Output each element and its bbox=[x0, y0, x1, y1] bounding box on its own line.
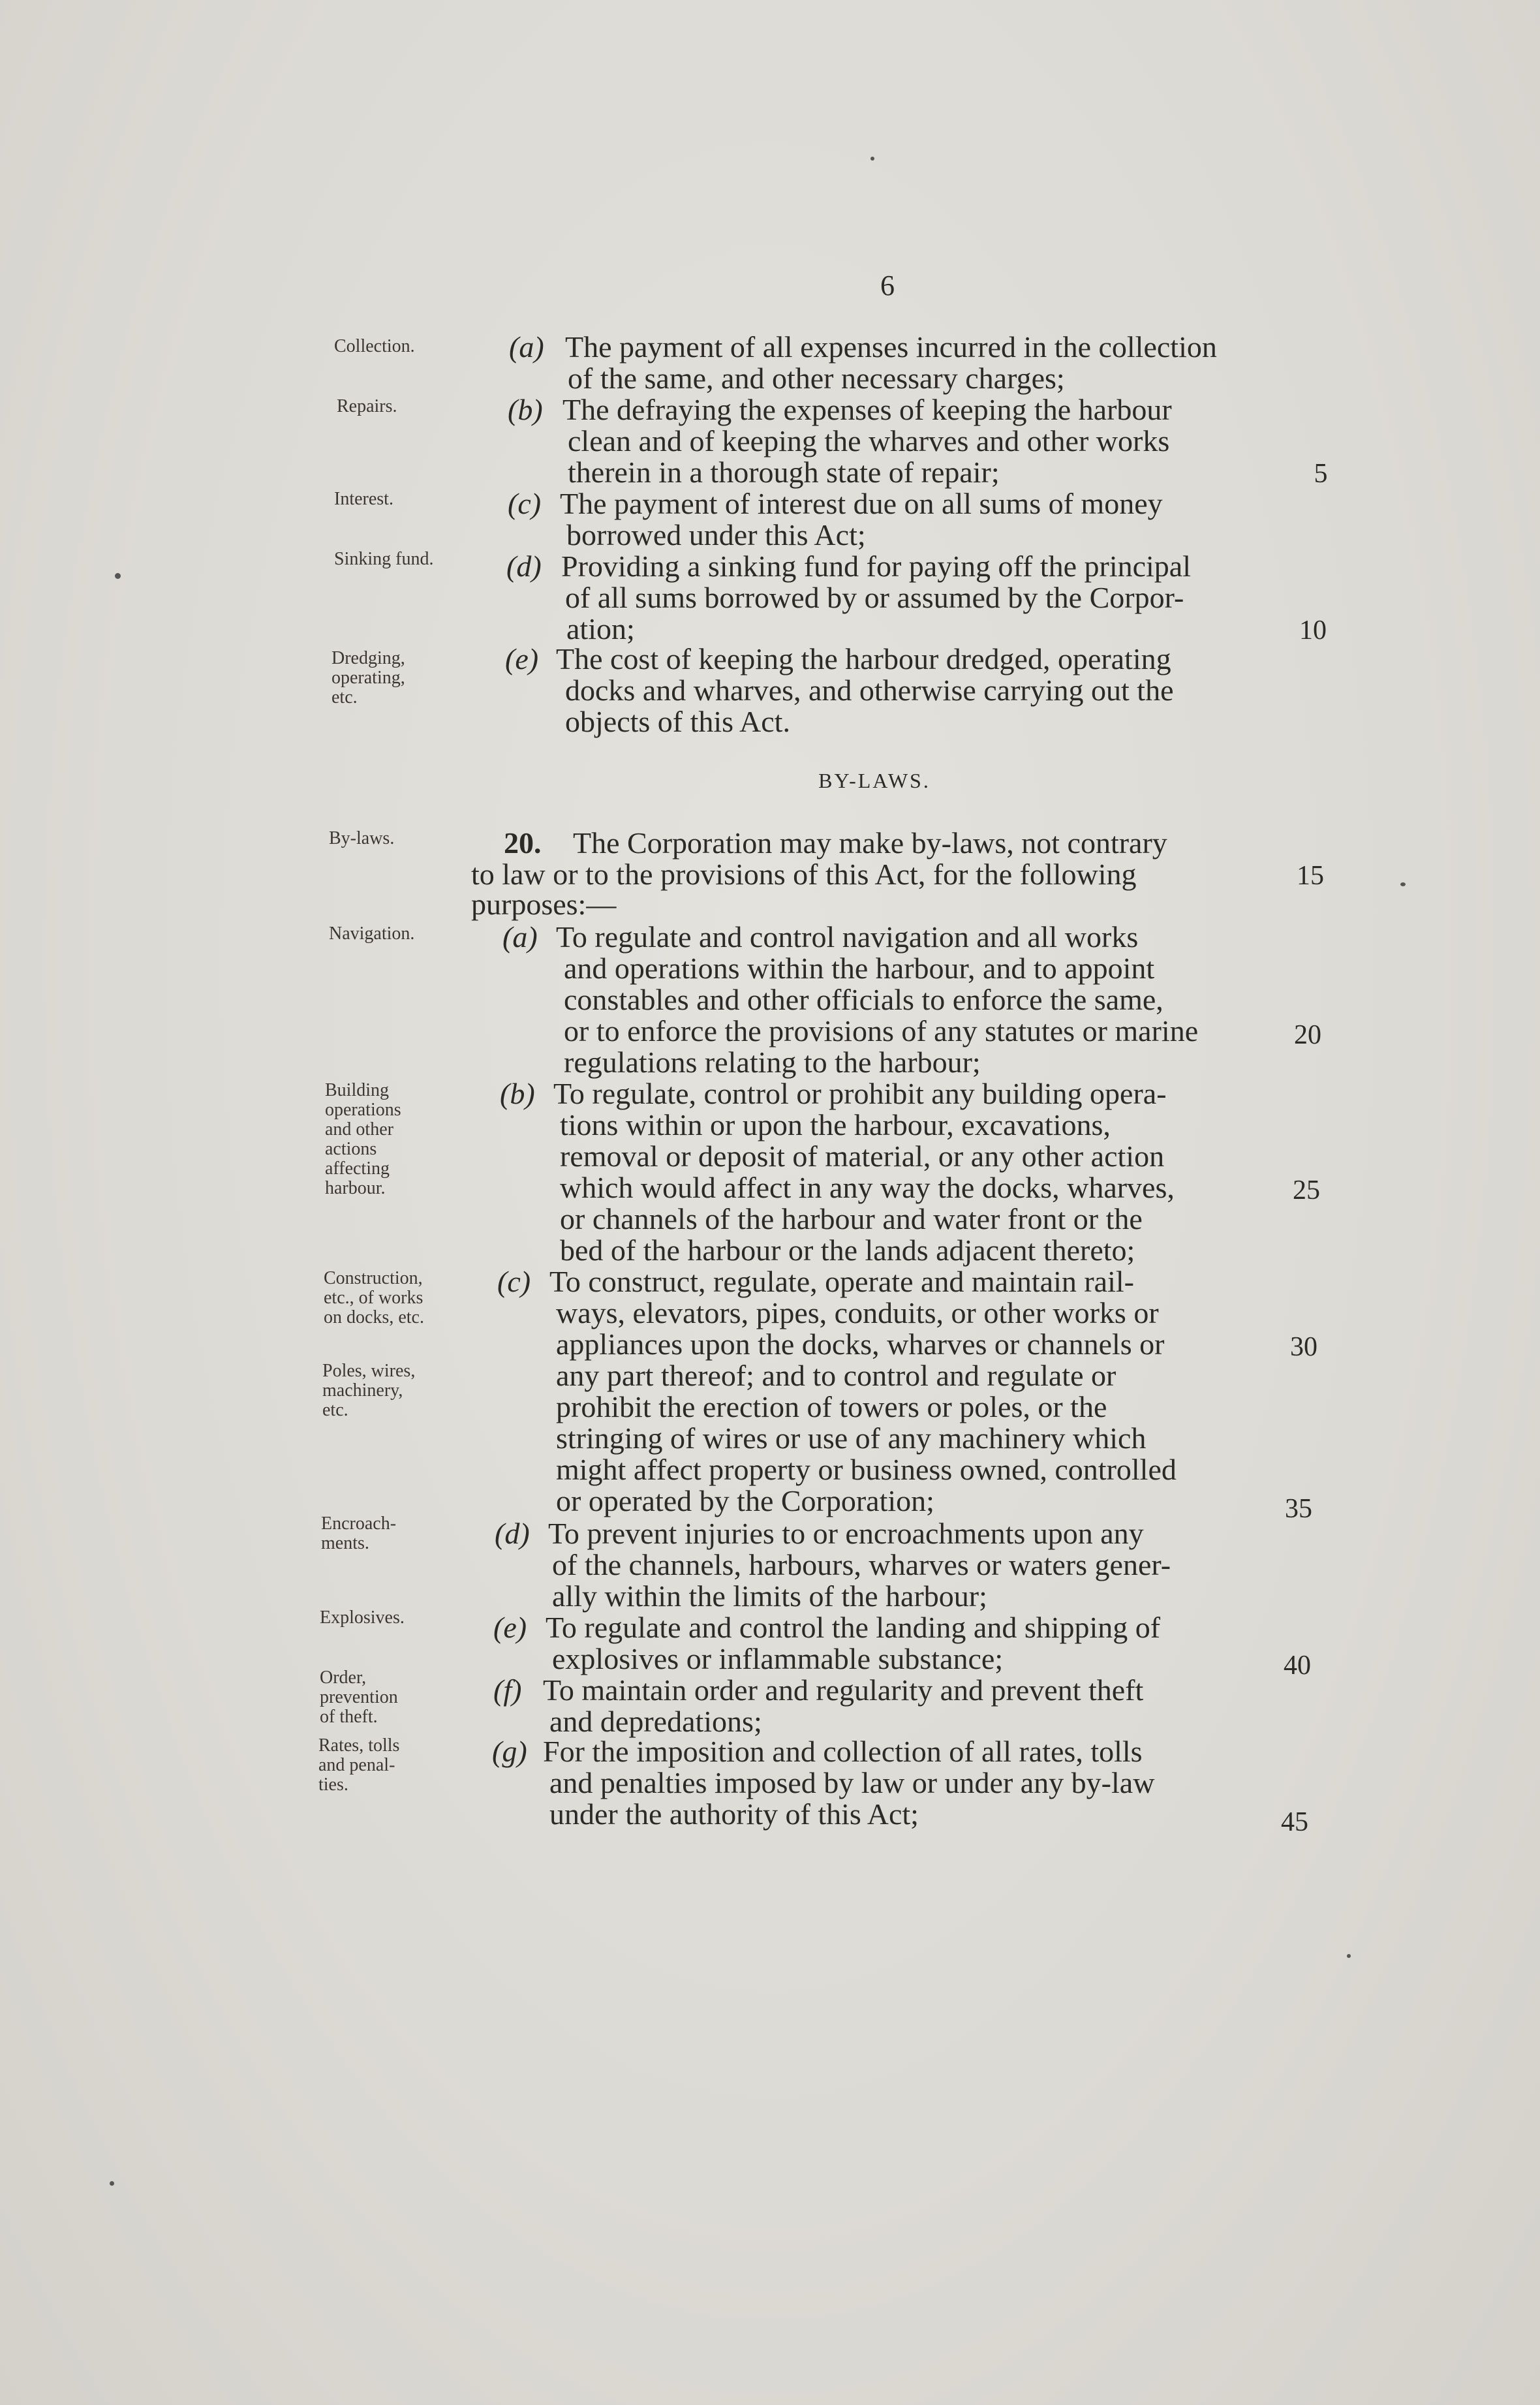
text-line: to law or to the provisions of this Act, for the following bbox=[471, 858, 1137, 891]
clause-label: (f) bbox=[493, 1673, 522, 1707]
text-line: To construct, regulate, operate and maintain rail- bbox=[549, 1265, 1134, 1298]
paper-speck bbox=[115, 573, 121, 579]
text-line: and penalties imposed by law or under any by-law bbox=[549, 1766, 1155, 1799]
line-number: 25 bbox=[1293, 1175, 1320, 1205]
text-line: and operations within the harbour, and to appoint bbox=[564, 952, 1155, 985]
text-line: regulations relating to the harbour; bbox=[564, 1046, 981, 1079]
section-number: 20. bbox=[504, 826, 542, 860]
paper-speck bbox=[1347, 1954, 1351, 1958]
paper-speck bbox=[1400, 882, 1406, 886]
text-line: might affect property or business owned, controlled bbox=[556, 1453, 1177, 1486]
margin-note-dredging: Dredging, operating, etc. bbox=[331, 648, 405, 707]
text-line: objects of this Act. bbox=[565, 705, 790, 738]
text-line: constables and other officials to enforce the same, bbox=[564, 983, 1163, 1016]
margin-note-order: Order, prevention of theft. bbox=[320, 1668, 398, 1727]
margin-note-interest: Interest. bbox=[334, 489, 393, 509]
text-line: appliances upon the docks, wharves or channels or bbox=[556, 1327, 1165, 1361]
text-line: To regulate and control the landing and shipping of bbox=[546, 1611, 1161, 1644]
clause-label: (e) bbox=[505, 642, 539, 675]
margin-note-rates: Rates, tolls and penal- ties. bbox=[318, 1735, 400, 1795]
text-line: The payment of interest due on all sums of money bbox=[560, 487, 1163, 520]
text-line: To regulate and control navigation and all works bbox=[556, 920, 1139, 954]
margin-note-collection: Collection. bbox=[334, 336, 415, 356]
margin-note-encroachments: Encroach- ments. bbox=[321, 1513, 397, 1553]
margin-note-repairs: Repairs. bbox=[337, 396, 397, 416]
text-line: and depredations; bbox=[549, 1705, 762, 1738]
clause-label: (a) bbox=[502, 920, 538, 954]
line-number: 5 bbox=[1314, 459, 1328, 489]
clause-label: (d) bbox=[506, 550, 542, 583]
clause-label: (c) bbox=[497, 1265, 531, 1298]
text-line: For the imposition and collection of all rates, tolls bbox=[543, 1735, 1143, 1768]
margin-note-by-laws: By-laws. bbox=[329, 828, 395, 848]
text-line: The payment of all expenses incurred in the collection bbox=[565, 330, 1217, 364]
text-line: ally within the limits of the harbour; bbox=[552, 1579, 987, 1613]
margin-note-explosives: Explosives. bbox=[320, 1607, 405, 1628]
text-line: To maintain order and regularity and prevent theft bbox=[543, 1673, 1144, 1707]
text-line: borrowed under this Act; bbox=[566, 518, 866, 551]
margin-note-building: Building operations and other actions affecting harbour. bbox=[325, 1080, 401, 1198]
clause-label: (c) bbox=[508, 487, 542, 520]
clause-label: (d) bbox=[495, 1517, 530, 1550]
paper-speck bbox=[870, 157, 874, 161]
page-number: 6 bbox=[880, 270, 895, 302]
text-line: or channels of the harbour and water front or the bbox=[560, 1202, 1143, 1235]
text-line: which would affect in any way the docks, wharves, bbox=[560, 1171, 1175, 1204]
text-line: The Corporation may make by-laws, not contrary bbox=[573, 826, 1167, 860]
line-number: 40 bbox=[1284, 1651, 1311, 1681]
text-line: removal or deposit of material, or any other action bbox=[560, 1140, 1165, 1173]
text-line: of all sums borrowed by or assumed by the Corpor- bbox=[565, 581, 1184, 614]
text-line: or to enforce the provisions of any statutes or marine bbox=[564, 1014, 1199, 1047]
text-line: The defraying the expenses of keeping the harbour bbox=[562, 393, 1172, 426]
text-line: of the channels, harbours, wharves or waters gener- bbox=[552, 1548, 1171, 1581]
text-line: therein in a thorough state of repair; bbox=[568, 456, 1000, 489]
text-line: ation; bbox=[566, 612, 635, 645]
text-line: Providing a sinking fund for paying off the principal bbox=[561, 550, 1191, 583]
line-number: 20 bbox=[1294, 1020, 1321, 1050]
line-number: 30 bbox=[1290, 1332, 1317, 1362]
margin-note-poles: Poles, wires, machinery, etc. bbox=[322, 1361, 416, 1420]
paper-speck bbox=[110, 2181, 114, 2186]
text-line: ways, elevators, pipes, conduits, or other works or bbox=[556, 1296, 1159, 1329]
section-heading: BY-LAWS. bbox=[818, 769, 931, 792]
text-line: of the same, and other necessary charges; bbox=[568, 362, 1065, 395]
text-line: explosives or inflammable substance; bbox=[552, 1642, 1004, 1675]
line-number: 10 bbox=[1299, 615, 1327, 645]
line-number: 15 bbox=[1297, 861, 1324, 891]
clause-label: (b) bbox=[508, 393, 543, 426]
line-number: 45 bbox=[1281, 1807, 1308, 1837]
margin-note-navigation: Navigation. bbox=[329, 923, 415, 944]
text-line: The cost of keeping the harbour dredged, operating bbox=[556, 642, 1171, 675]
text-line: bed of the harbour or the lands adjacent thereto; bbox=[560, 1234, 1135, 1267]
text-line: docks and wharves, and otherwise carrying out the bbox=[565, 674, 1174, 707]
text-line: or operated by the Corporation; bbox=[556, 1484, 934, 1517]
text-line: To prevent injuries to or encroachments upon any bbox=[548, 1517, 1144, 1550]
clause-label: (a) bbox=[509, 330, 544, 364]
text-line: any part thereof; and to control and regulate or bbox=[556, 1359, 1116, 1392]
text-line: tions within or upon the harbour, excavations, bbox=[560, 1108, 1111, 1141]
text-line: clean and of keeping the wharves and other works bbox=[568, 424, 1170, 458]
text-line: prohibit the erection of towers or poles, or the bbox=[556, 1390, 1107, 1423]
text-line: To regulate, control or prohibit any building opera- bbox=[553, 1077, 1167, 1110]
clause-label: (b) bbox=[500, 1077, 535, 1110]
line-number: 35 bbox=[1285, 1494, 1312, 1524]
margin-note-sinking-fund: Sinking fund. bbox=[334, 549, 434, 569]
clause-label: (g) bbox=[492, 1735, 527, 1768]
text-line: stringing of wires or use of any machinery which bbox=[556, 1421, 1147, 1455]
text-line: purposes:— bbox=[471, 888, 617, 921]
text-line: under the authority of this Act; bbox=[549, 1797, 919, 1831]
clause-label: (e) bbox=[493, 1611, 527, 1644]
margin-note-construction: Construction, etc., of works on docks, etc. bbox=[324, 1268, 424, 1327]
